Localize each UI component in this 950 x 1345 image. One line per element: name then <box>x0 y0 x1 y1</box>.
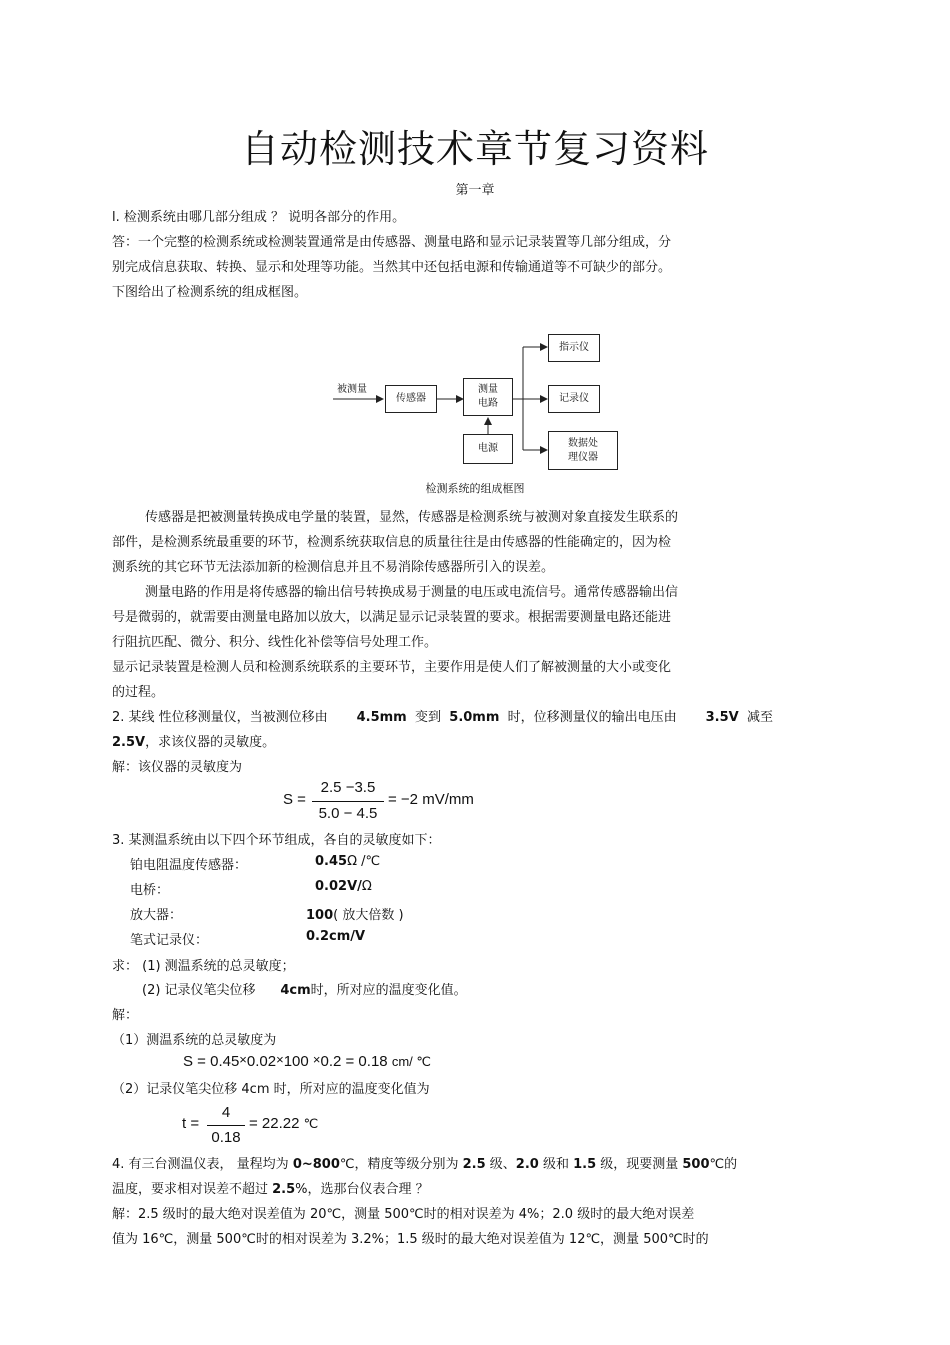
q3-item-name: 铂电阻温度传感器： <box>130 858 248 873</box>
formula-2-denominator: 5.0 − 4.5 <box>318 805 378 822</box>
solution-3: 解： <box>112 1008 139 1023</box>
q3-item-name: 放大器： <box>130 908 183 923</box>
formula-3-2-lhs: t = <box>182 1115 200 1132</box>
page-title: 自动检测技术章节复习资料 <box>240 127 709 171</box>
q3-item-value: 0.02V/Ω <box>315 879 372 894</box>
question-2-cont: 2.5V，求该仪器的灵敏度。 <box>112 735 276 750</box>
answer-1-line: 别完成信息获取、转换、显示和处理等功能。当然其中还包括电源和传输通道等不可缺少的部分。 <box>112 260 672 275</box>
diagram-input-label: 被测量 <box>337 384 367 395</box>
q3-item-value: 0.2cm/V <box>306 929 366 944</box>
paragraph-line: 测系统的其它环节无法添加新的检测信息并且不易消除传感器所引入的误差。 <box>112 560 555 575</box>
formula-3-1: S = 0.45×0.02×100 ×0.2 = 0.18 cm/ ℃ <box>183 1052 431 1070</box>
diagram-caption: 检测系统的组成框图 <box>425 482 525 495</box>
formula-3-2-denominator: 0.18 <box>211 1129 241 1146</box>
sensor-box: 传感器 <box>385 385 437 413</box>
indicator-box: 指示仪 <box>548 334 600 362</box>
solution-3-step-1: （1）测温系统的总灵敏度为 <box>112 1033 277 1048</box>
formula-2-result: = −2 mV/mm <box>388 791 474 808</box>
formula-3-2-result: = 22.22 ℃ <box>249 1115 319 1132</box>
paragraph-line: 测量电路的作用是将传感器的输出信号转换成易于测量的电压或电流信号。通常传感器输出信 <box>145 585 679 600</box>
formula-3-2-fraction-line <box>207 1125 245 1126</box>
question-3: 3. 某测温系统由以下四个环节组成，各自的灵敏度如下： <box>112 833 441 848</box>
paragraph-line: 的过程。 <box>112 685 165 700</box>
question-4-line-1: 4. 有三台测温仪表， 量程均为 0~800℃，精度等级分别为 2.5 级、2.0 级和 1.5 级，现要测量 500℃的 <box>112 1157 738 1172</box>
solution-4-line: 值为 16℃，测量 500℃时的相对误差为 3.2%；1.5 级时的最大绝对误差值为 12℃，测量 500℃时的 <box>112 1232 709 1247</box>
solution-4-line: 解：2.5 级时的最大绝对误差值为 20℃，测量 500℃时的相对误差为 4%；2.0 级时的最大绝对误差 <box>112 1207 695 1222</box>
question-2: 2. 某线 性位移测量仪，当被测位移由 4.5mm 变到 5.0mm 时，位移测量仪的输出电压由 3.5V 减至 <box>112 710 773 725</box>
power-box: 电源 <box>463 434 513 464</box>
paragraph-line: 显示记录装置是检测人员和检测系统联系的主要环节，主要作用是使人们了解被测量的大小或变化 <box>112 660 672 675</box>
q3-item-value: 0.45Ω /℃ <box>315 854 381 869</box>
q3-ask-1: 求： (1) 测温系统的总灵敏度； <box>112 959 295 974</box>
q3-item-name: 电桥： <box>130 883 170 898</box>
question-4-line-2: 温度，要求相对误差不超过 2.5%，选那台仪表合理 ？ <box>112 1182 429 1197</box>
q3-ask-2: (2) 记录仪笔尖位移 4cm时，所对应的温度变化值。 <box>142 983 467 998</box>
paragraph-line: 行阻抗匹配、微分、积分、线性化补偿等信号处理工作。 <box>112 635 438 650</box>
answer-1-line: 下图给出了检测系统的组成框图。 <box>112 285 308 300</box>
formula-2-numerator: 2.5 −3.5 <box>320 779 376 796</box>
q3-item-value: 100( 放大倍数 ) <box>306 908 404 923</box>
paragraph-line: 号是微弱的，就需要由测量电路加以放大，以满足显示记录装置的要求。根据需要测量电路还能进 <box>112 610 672 625</box>
processor-box: 数据处 理仪器 <box>548 431 618 470</box>
paragraph-line: 传感器是把被测量转换成电学量的装置，显然，传感器是检测系统与被测对象直接发生联系的 <box>145 510 679 525</box>
solution-3-step-2: （2）记录仪笔尖位移 4cm 时，所对应的温度变化值为 <box>112 1082 430 1097</box>
circuit-box: 测量 电路 <box>463 378 513 416</box>
formula-2-fraction-line <box>312 801 384 802</box>
question-1: l. 检测系统由哪几部分组成 ？ 说明各部分的作用。 <box>112 210 406 225</box>
formula-3-2-numerator: 4 <box>221 1104 231 1121</box>
recorder-box: 记录仪 <box>548 385 600 413</box>
answer-1-line: 答：一个完整的检测系统或检测装置通常是由传感器、测量电路和显示记录装置等几部分组成，分 <box>112 235 672 250</box>
paragraph-line: 部件，是检测系统最重要的环节，检测系统获取信息的质量往往是由传感器的性能确定的，因为检 <box>112 535 672 550</box>
q3-item-name: 笔式记录仪： <box>130 933 209 948</box>
chapter-heading: 第一章 <box>455 183 495 198</box>
solution-2: 解：该仪器的灵敏度为 <box>112 760 243 775</box>
formula-2-lhs: S = <box>283 791 306 808</box>
